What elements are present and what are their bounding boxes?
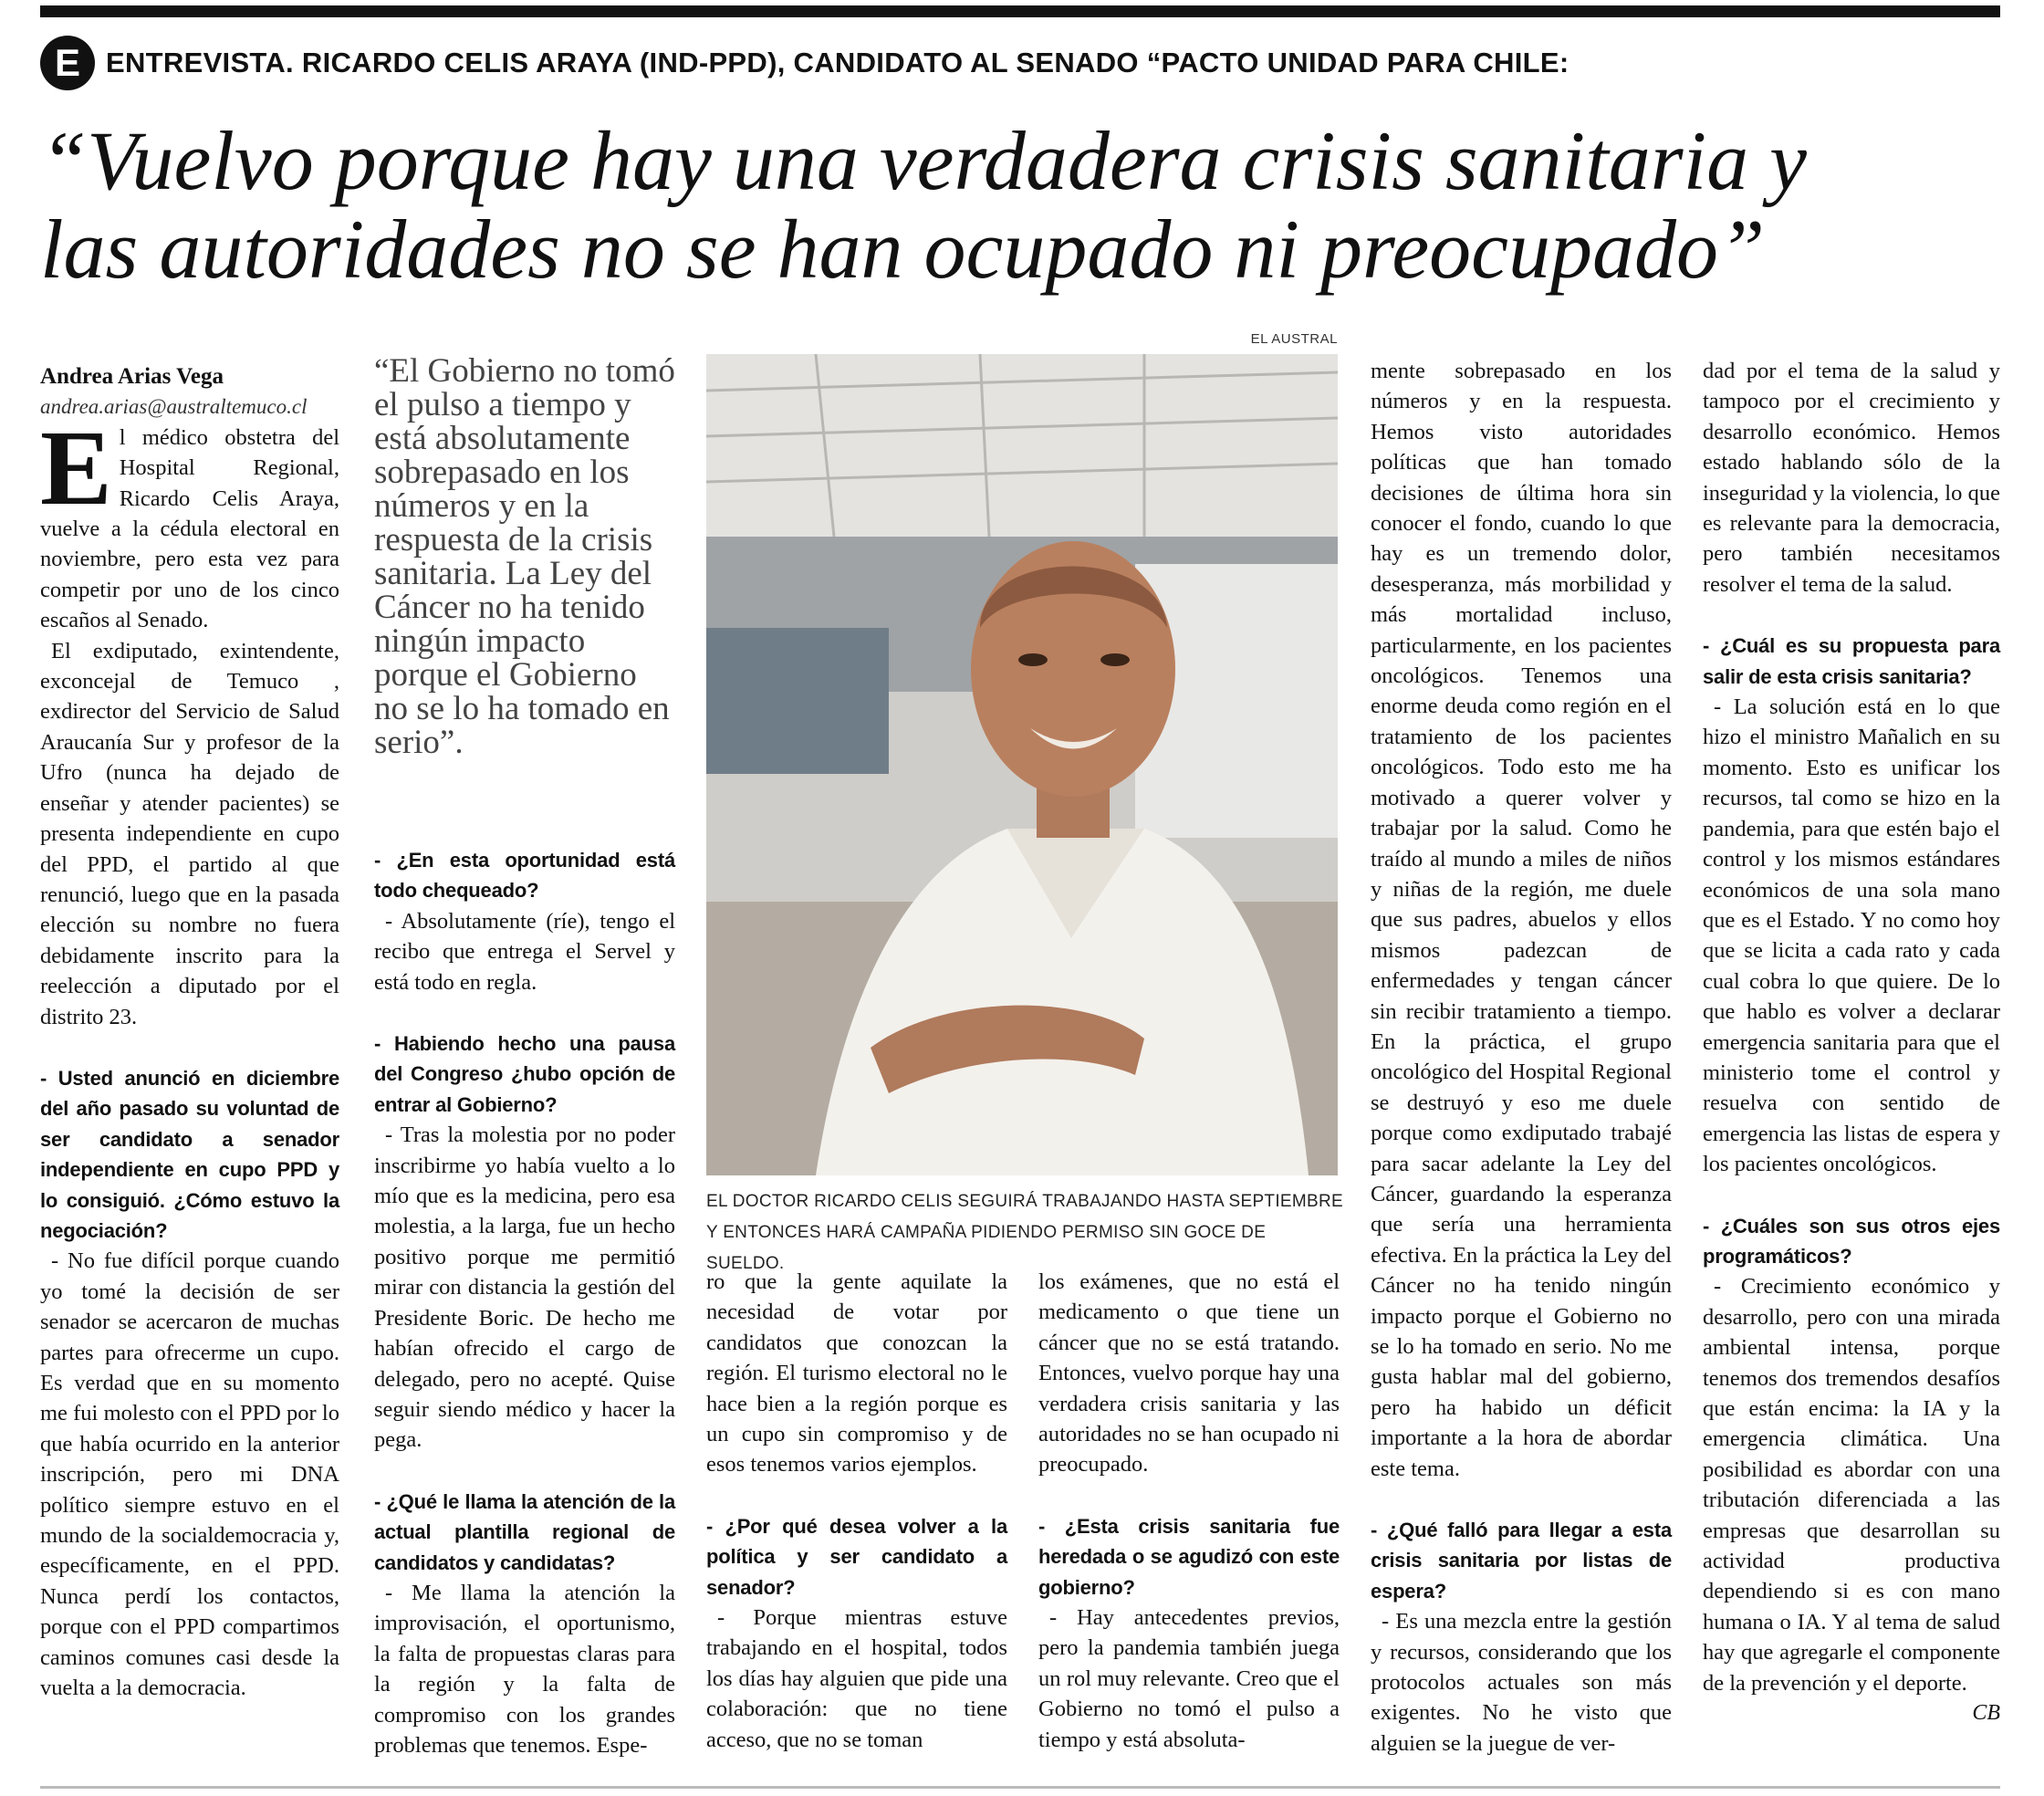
interview-question: - Habiendo hecho una pausa del Congreso ¿hubo opción de entrar al Gobierno? <box>374 1032 675 1116</box>
answer-text: - Crecimiento económico y desarrollo, pero con una mirada ambiental intensa, porque tenemos dos tremendos desafíos que están encima: la IA y la emergencia climática. Una posibilidad es abordar con una tributación diferenciada a las empresas que desarrollan su actividad productiva dependiendo si es con mano humana o IA. Y al tema de salud hay que agregarle el componente de la prevención y el deporte. <box>1703 1274 2000 1696</box>
article-column-2 <box>374 818 675 1760</box>
headline-line-2: las autoridades no se han ocupado ni preocupado” <box>40 203 1766 296</box>
drop-cap: E <box>40 407 112 527</box>
portrait-illustration <box>706 354 1338 1175</box>
portrait-photo <box>706 354 1338 1175</box>
interview-question: - ¿Por qué desea volver a la política y ser candidato a senador? <box>706 1514 1007 1599</box>
photo-credit: EL AUSTRAL <box>1250 331 1338 347</box>
article-column-6 <box>1703 356 2000 1728</box>
author-name: Andrea Arias Vega <box>40 364 224 389</box>
article-column-5 <box>1371 356 1672 1759</box>
interview-answer: mente sobrepasado en los números y en la respuesta. Hemos visto autoridades políticas que han tomado decisiones de última hora sin conocer el fondo, cuando lo que hay es un tremendo dolor, desesperanza, más morbilidad y más mortalidad incluso, particularmente, en los pacientes oncológicos. Tenemos una enorme deuda como región en el tratamiento de los pacientes oncológicos. Todo esto me ha motivado a querer volver y trabajar por la salud. Como he traído al mundo a miles de niños y niñas de la región, me duele que sus padres, abuelos y ellos mismos padezcan de enfermedades y tengan cáncer sin recibir tratamiento a tiempo. En la práctica, el grupo oncológico del Hospital Regional se destruyó y eso me duele porque como exdiputado trabajé para sacar adelante la Ley del Cáncer, guardando la esperanza que sería una herramienta efectiva. En la práctica la Ley del Cáncer no ha tenido ningún impacto porque el Gobierno no se lo ha tomado en serio. No me gusta hablar mal del gobierno, pero ha habido un déficit importante a la hora de abordar este tema. <box>1371 359 1672 1481</box>
interview-answer: ro que la gente aquilate la necesidad de votar por candidatos que conozcan la región. El turismo electoral no le hace bien a la región porque es un cupo sin compromiso y de esos tenemos varios ejemplos. <box>706 1269 1007 1478</box>
interview-answer: - Me llama la atención la improvisación, el oportunismo, la falta de propuestas claras para la región y la falta de compromiso con los grandes problemas que tenemos. Espe- <box>374 1580 675 1758</box>
interview-answer: - Absolutamente (ríe), tengo el recibo que entrega el Servel y está todo en regla. <box>374 908 675 995</box>
section-kicker <box>40 37 1569 89</box>
interview-question: - ¿Esta crisis sanitaria fue heredada o se agudizó con este gobierno? <box>1038 1514 1340 1599</box>
body-paragraph: El exdiputado, exintendente, exconcejal de Temuco , exdirector del Servicio de Salud Araucanía Sur y profesor de la Ufro (nunca ha dejado de enseñar y atender pacientes) se presenta independiente en cupo del PPD, el partido al que renunció, luego que en la pasada elección su nombre no fuera debidamente inscrito para la reelección a diputado por el distrito 23. <box>40 638 339 1029</box>
interview-answer: - No fue difícil porque cuando yo tomé la decisión de ser senador se acercaron de muchas partes para ofrecerme un cupo. Es verdad que en su momento me fui molesto con el PPD por lo que había ocurrido en la anterior inscripción, pero mi DNA político siempre estuvo en el mundo de la socialdemocracia y, específicamente, en el PPD. Nunca perdí los contactos, porque con el PPD compartimos caminos comunes casi desde la vuelta a la democracia. <box>40 1248 339 1701</box>
interview-question: - ¿Cuál es su propuesta para salir de esta crisis sanitaria? <box>1703 634 2000 688</box>
headline <box>40 114 2002 296</box>
kicker-label: ENTREVISTA. <box>106 47 294 78</box>
pull-quote: “El Gobierno no tomó el pulso a tiempo y está absolutamente sobrepasado en los números y en la respuesta de la crisis sanitaria. La Ley del Cáncer no ha tenido ningún impacto porque el Gobierno no se lo ha tomado en serio”. <box>374 352 675 761</box>
kicker-subject: RICARDO CELIS ARAYA (IND-PPD), CANDIDATO AL SENADO “PACTO UNIDAD PARA CHILE: <box>293 47 1570 78</box>
author-email[interactable]: andrea.arias@australtemuco.cl <box>40 395 308 419</box>
top-rule <box>40 5 2000 17</box>
interview-question: - ¿Qué falló para llegar a esta crisis sanitaria por listas de espera? <box>1371 1519 1672 1603</box>
interview-question: - Usted anunció en diciembre del año pasado su voluntad de ser candidato a senador independiente en cupo PPD y lo consiguió. ¿Cómo estuvo la negociación? <box>40 1066 339 1242</box>
interview-question: - ¿Qué le llama la atención de la actual plantilla regional de candidatos y candidatas? <box>374 1489 675 1574</box>
interview-question: - ¿Cuáles son sus otros ejes programáticos? <box>1703 1214 2000 1268</box>
photo-caption: EL DOCTOR RICARDO CELIS SEGUIRÁ TRABAJANDO HASTA SEPTIEMBRE Y ENTONCES HARÁ CAMPAÑA PIDIENDO PERMISO SIN GOCE DE SUELDO. <box>706 1192 1343 1273</box>
article-column-4 <box>1038 1267 1340 1755</box>
bottom-rule <box>40 1786 2000 1789</box>
headline-line-1: “Vuelvo porque hay una verdadera crisis sanitaria y <box>40 114 1807 207</box>
article-column-1 <box>40 361 339 1703</box>
interview-answer: - Hay antecedentes previos, pero la pandemia también juega un rol muy relevante. Creo que el Gobierno no tomó el pulso a tiempo y está absoluta- <box>1038 1605 1340 1752</box>
interview-answer: - Es una mezcla entre la gestión y recursos, considerando que los protocolos actuales son más exigentes. No he visto que alguien se la juegue de ver- <box>1371 1609 1672 1756</box>
interview-answer: los exámenes, que no está el medicamento o que tiene un cáncer que no se está tratando. Entonces, vuelvo porque hay una verdadera crisis sanitaria y las autoridades no se han ocupado ni preocupado. <box>1038 1269 1340 1478</box>
interview-question: - ¿En esta oportunidad está todo chequeado? <box>374 849 675 903</box>
interview-answer: dad por el tema de la salud y tampoco por el crecimiento y desarrollo económico. Hemos estado hablando sólo de la inseguridad y la violencia, lo que es relevante para la democracia, pero también necesitamos resolver el tema de la salud. <box>1703 359 2000 597</box>
kicker-text <box>106 47 1569 79</box>
interview-answer: - Porque mientras estuve trabajando en el hospital, todos los días hay alguien que pide una colaboración: que no tiene acceso, que no se toman <box>706 1605 1007 1752</box>
section-badge: E <box>40 36 95 90</box>
article-column-3 <box>706 1267 1007 1755</box>
end-mark: CB <box>1972 1701 2000 1726</box>
lead-text: l médico obstetra del Hospital Regional, Ricardo Celis Araya, vuelve a la cédula electoral en noviembre, pero esta vez para competir por uno de los cinco escaños al Senado. <box>40 424 339 633</box>
interview-answer: - La solución está en lo que hizo el ministro Mañalich en su momento. Esto es unificar los recursos, tal como se hizo en la pandemia, para que estén bajo el control y los mismos estándares económicos de una sola mano que es el Estado. Y no como hoy que se licita a cada rato y cada cual cobra lo que quiere. De lo que hablo es volver a declarar emergencia sanitaria para que el ministerio tome el control y resuelva con sentido de emergencia las listas de espera y los pacientes oncológicos. <box>1703 694 2000 1177</box>
interview-answer <box>1703 1271 2000 1726</box>
interview-answer: - Tras la molestia por no poder inscribirme yo había vuelto a lo mío que es la medicina, pero esa molestia, a la larga, fue un hecho positivo porque me permitió mirar con distancia la gestión del Presidente Boric. De hecho me habían ofrecido el cargo de delegado, pero no acepté. Quise seguir siendo médico y hacer la pega. <box>374 1122 675 1453</box>
